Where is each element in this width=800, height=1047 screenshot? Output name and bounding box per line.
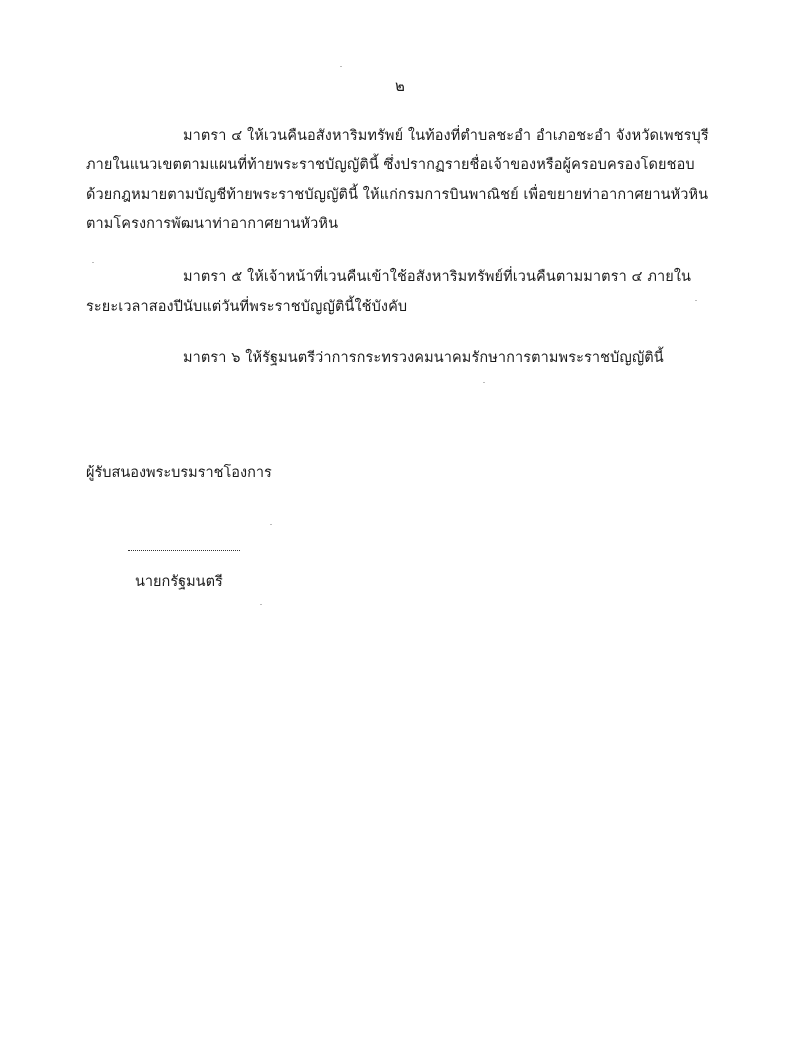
section-5-line-1: มาตรา ๕ ให้เจ้าหน้าที่เวนคืนเข้าใช้อสังหาริมทรัพย์ที่เวนคืนตามมาตรา ๔ ภายใน (183, 269, 692, 285)
signatory-title: นายกรัฐมนตรี (135, 574, 223, 590)
page-number: ๒ (395, 77, 405, 95)
scan-speck (695, 300, 697, 301)
scan-speck (260, 604, 262, 605)
scan-speck (92, 262, 94, 263)
countersign-label: ผู้รับสนองพระบรมราชโองการ (86, 465, 272, 481)
scan-speck (270, 524, 272, 525)
section-4-line-2: ภายในแนวเขตตามแผนที่ท้ายพระราชบัญญัตินี้ ซึ่งปรากฏรายชื่อเจ้าของหรือผู้ครอบครองโดยชอบ (86, 157, 695, 173)
section-4-line-4: ตามโครงการพัฒนาท่าอากาศยานหัวหิน (86, 216, 339, 232)
signature-line (128, 550, 240, 551)
section-6-line-1: มาตรา ๖ ให้รัฐมนตรีว่าการกระทรวงคมนาคมรักษาการตามพระราชบัญญัตินี้ (183, 350, 664, 366)
section-5-line-2: ระยะเวลาสองปีนับแต่วันที่พระราชบัญญัตินี้ใช้บังคับ (86, 299, 408, 315)
section-4-line-1: มาตรา ๔ ให้เวนคืนอสังหาริมทรัพย์ ในท้องที่ตำบลชะอำ อำเภอชะอำ จังหวัดเพชรบุรี (183, 128, 709, 144)
scan-speck (483, 382, 485, 383)
section-4-line-3: ด้วยกฎหมายตามบัญชีท้ายพระราชบัญญัตินี้ ให้แก่กรมการบินพาณิชย์ เพื่อขยายท่าอากาศยานหัวหิน (86, 187, 709, 203)
scan-speck (340, 66, 342, 67)
